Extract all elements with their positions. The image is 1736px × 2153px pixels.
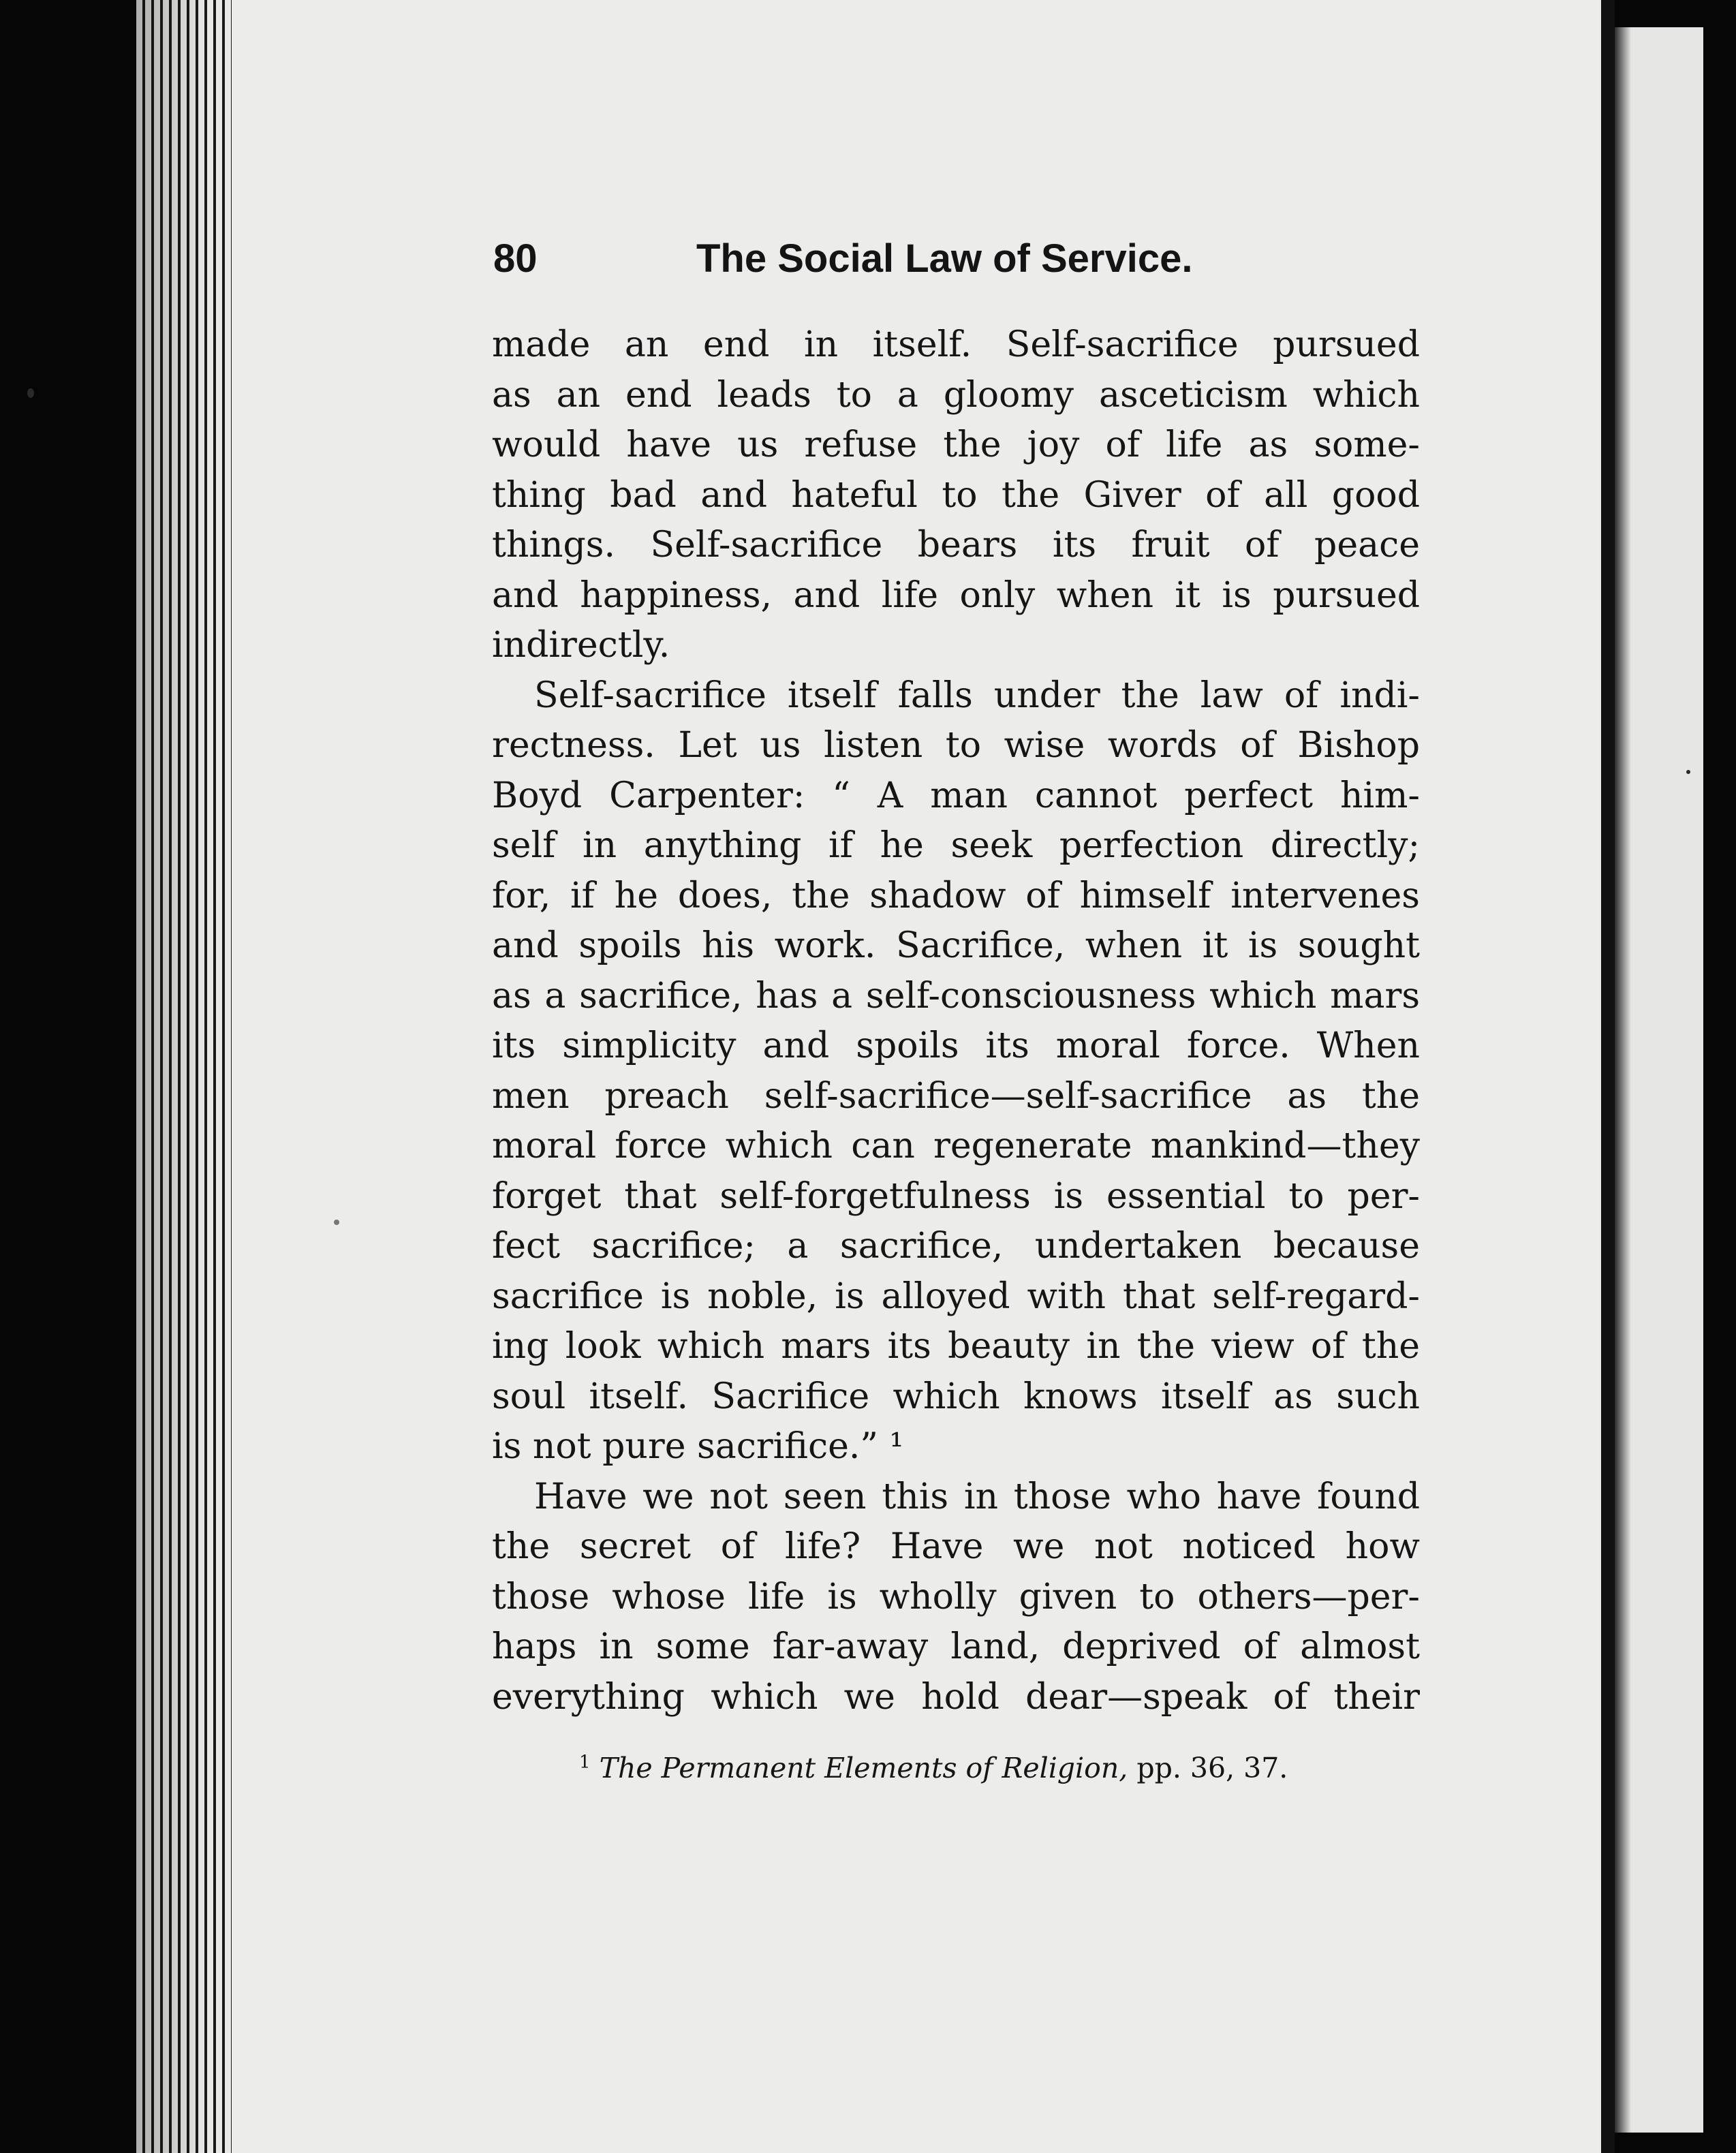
- text-line: and spoils his work. Sacrifice, when it is sought: [492, 925, 1420, 966]
- text-line: for, if he does, the shadow of himself intervenes: [492, 875, 1420, 916]
- text-line: sacrifice is noble, is alloyed with that self-regard-: [492, 1275, 1420, 1317]
- text-line: fect sacrifice; a sacrifice, undertaken because: [492, 1226, 1420, 1267]
- text-line: the secret of life? Have we not noticed how: [492, 1526, 1420, 1567]
- binding-gutter: [1601, 0, 1615, 2153]
- speck: [27, 388, 34, 398]
- page-number: 80: [493, 236, 538, 281]
- text-line: haps in some far-away land, deprived of almost: [492, 1626, 1420, 1667]
- text-line: moral force which can regenerate mankind—they: [492, 1126, 1420, 1166]
- text-line: things. Self-sacrifice bears its fruit of peace: [492, 525, 1420, 566]
- text-line: would have us refuse the joy of life as some-: [492, 424, 1420, 465]
- footnote-pages: pp. 36, 37.: [1136, 1752, 1288, 1784]
- text-line: as an end leads to a gloomy asceticism which: [492, 374, 1420, 416]
- text-line: everything which we hold dear—speak of their: [492, 1676, 1420, 1718]
- text-line: made an end in itself. Self-sacrifice pursued: [492, 324, 1420, 365]
- page-edges-shadow: [136, 0, 238, 2153]
- text-line: self in anything if he seek perfection directly;: [492, 825, 1420, 866]
- speck: [1686, 770, 1690, 774]
- text-line: Self-sacrifice itself falls under the law of indi-: [534, 675, 1420, 716]
- text-line: forget that self-forgetfulness is essential to per-: [492, 1175, 1420, 1217]
- text-line: thing bad and hateful to the Giver of all good: [492, 474, 1420, 516]
- running-title: The Social Law of Service.: [696, 236, 1193, 281]
- footnote-marker: 1: [579, 1752, 591, 1773]
- running-header: [492, 228, 1410, 290]
- text-line: those whose life is wholly given to others—per-: [492, 1576, 1420, 1617]
- footnote-work-title: The Permanent Elements of Religion,: [599, 1752, 1128, 1784]
- footnote: [579, 1744, 1369, 1792]
- text-line: rectness. Let us listen to wise words of Bishop: [492, 725, 1420, 766]
- text-line: indirectly.: [492, 625, 670, 666]
- text-line: men preach self-sacrifice—self-sacrifice as the: [492, 1075, 1420, 1117]
- facing-page-shadow: [1615, 27, 1631, 2133]
- text-line: its simplicity and spoils its moral force. When: [492, 1025, 1420, 1066]
- text-line: Boyd Carpenter: “ A man cannot perfect him-: [492, 775, 1420, 816]
- text-line: is not pure sacrifice.” ¹: [492, 1426, 904, 1467]
- text-line: ing look which mars its beauty in the view of the: [492, 1326, 1420, 1367]
- speck: [334, 1220, 339, 1225]
- text-line: Have we not seen this in those who have found: [534, 1476, 1420, 1517]
- body-text: [492, 320, 1420, 1722]
- text-line: and happiness, and life only when it is pursued: [492, 574, 1420, 616]
- text-line: as a sacrifice, has a self-consciousness which mars: [492, 975, 1420, 1017]
- text-line: soul itself. Sacrifice which knows itself as such: [492, 1376, 1420, 1417]
